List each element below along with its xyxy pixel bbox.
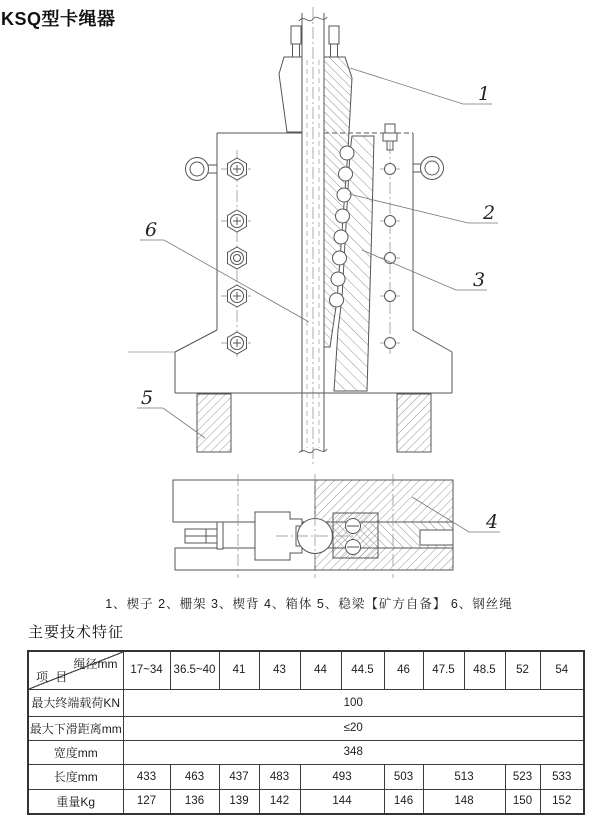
hex-bolt — [228, 247, 247, 269]
callout-4-label: 4 — [485, 511, 499, 533]
corner-bottom-left-label: 项 目 — [36, 669, 70, 684]
diameter-header-cell: 44 — [300, 651, 341, 689]
section-title: 主要技术特征 — [28, 624, 125, 641]
diameter-header-cell: 52 — [505, 651, 540, 689]
callout-6 — [140, 219, 309, 322]
diameter-header-cell: 47.5 — [423, 651, 464, 689]
value-cell: 142 — [259, 789, 300, 814]
value-cell: 150 — [505, 789, 540, 814]
spec-row — [28, 689, 584, 716]
plan-right-tab — [420, 530, 453, 545]
top-bolts — [291, 26, 339, 57]
callout-5-label: 5 — [140, 387, 154, 409]
value-cell: 493 — [300, 764, 384, 789]
value-cell: 136 — [170, 789, 219, 814]
value-cell: 463 — [170, 764, 219, 789]
table-corner-cell — [28, 651, 123, 689]
diameter-header-cell: 36.5~40 — [170, 651, 219, 689]
diameter-header-cell: 54 — [540, 651, 584, 689]
row-label: 宽度mm — [28, 740, 123, 764]
row-label: 长度mm — [28, 764, 123, 789]
wire-rope — [299, 7, 327, 464]
row-label: 最大终端载荷KN — [28, 689, 123, 716]
plan-left-handle — [185, 522, 223, 549]
spec-table-container — [27, 650, 585, 815]
left-eye-bolt — [186, 158, 218, 181]
hex-bolt — [221, 332, 253, 354]
value-cell: 127 — [123, 789, 170, 814]
diameter-header-cell: 48.5 — [464, 651, 505, 689]
diameter-header-cell: 43 — [259, 651, 300, 689]
value-cell: 437 — [219, 764, 259, 789]
callout-3 — [362, 250, 487, 291]
row-label: 最大下滑距离mm — [28, 716, 123, 740]
callout-5 — [137, 387, 205, 438]
value-cell: 152 — [540, 789, 584, 814]
hex-bolt — [221, 158, 253, 180]
spec-row — [28, 716, 584, 740]
value-cell: 513 — [423, 764, 505, 789]
value-cell: 144 — [300, 789, 384, 814]
value-cell: 148 — [423, 789, 505, 814]
left-wedge — [279, 57, 302, 132]
bolt-hole-column — [380, 142, 400, 357]
stabilizer-beam-right-item5 — [397, 394, 431, 452]
spec-row — [28, 789, 584, 814]
plan-view — [173, 474, 453, 578]
callout-1 — [350, 68, 492, 105]
value-cell: 533 — [540, 764, 584, 789]
spec-table — [27, 650, 585, 815]
table-header-row — [28, 651, 584, 689]
spec-row — [28, 740, 584, 764]
callout-6-label: 6 — [144, 219, 158, 241]
stabilizer-beam-left-item5 — [197, 394, 231, 452]
callout-3-label: 3 — [472, 269, 486, 291]
front-view — [128, 7, 452, 464]
value-cell: 139 — [219, 789, 259, 814]
merged-value-cell: 100 — [123, 689, 584, 716]
row-label: 重量Kg — [28, 789, 123, 814]
diameter-header-cell: 44.5 — [341, 651, 384, 689]
right-eye-bolt — [413, 157, 444, 180]
diameter-header-cell: 41 — [219, 651, 259, 689]
diameter-header-cell: 46 — [384, 651, 423, 689]
value-cell: 523 — [505, 764, 540, 789]
merged-value-cell: 348 — [123, 740, 584, 764]
diameter-header-cell: 17~34 — [123, 651, 170, 689]
housing-box-item4 — [128, 133, 452, 393]
spec-row — [28, 764, 584, 789]
page-title: KSQ型卡绳器 — [1, 9, 116, 29]
hex-bolt — [221, 210, 253, 232]
corner-top-right-label: 绳径mm — [73, 657, 118, 671]
callout-1-label: 1 — [477, 83, 491, 105]
merged-value-cell: ≤20 — [123, 716, 584, 740]
value-cell: 483 — [259, 764, 300, 789]
figure-caption: 1、楔子 2、栅架 3、楔背 4、箱体 5、稳梁【矿方自备】 6、钢丝绳 — [105, 597, 513, 611]
value-cell: 146 — [384, 789, 423, 814]
callout-2-label: 2 — [482, 202, 496, 224]
value-cell: 503 — [384, 764, 423, 789]
hex-bolt — [221, 285, 253, 307]
callouts — [137, 68, 500, 533]
hex-bolt-column — [221, 150, 253, 357]
value-cell: 433 — [123, 764, 170, 789]
